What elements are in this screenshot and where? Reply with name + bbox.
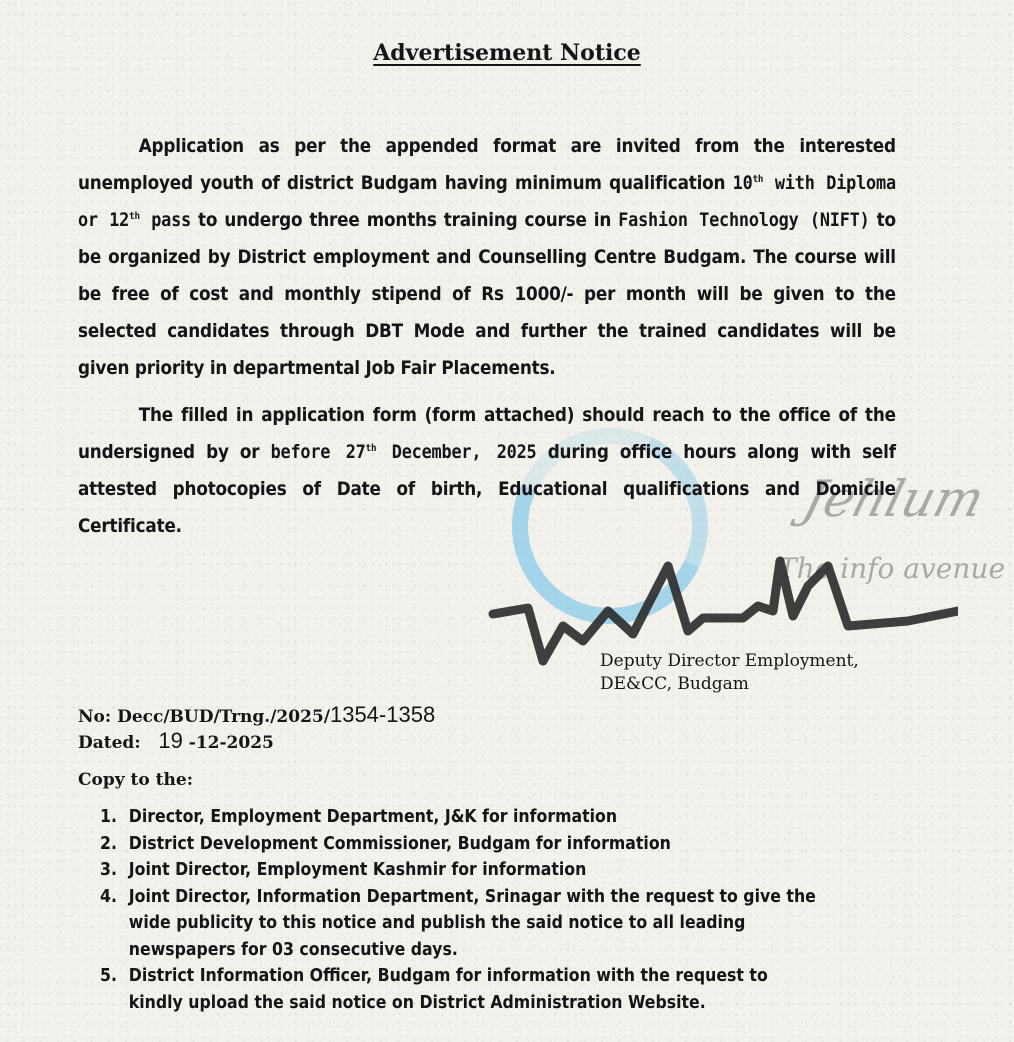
signatory-block: [600, 650, 859, 696]
course-name: Fashion Technology (NIFT): [618, 210, 870, 231]
watermark-script: Jehlum: [797, 470, 991, 528]
list-item: 1. Director, Employment Department, J&K for information: [100, 807, 618, 827]
signatory-office: DE&CC, Budgam: [600, 674, 749, 694]
text-segment: The filled in application form (form attached) should reach to the office of the undersigned by or: [78, 405, 896, 463]
reference-number: No: Decc/BUD/Trng./2025/1354-1358: [78, 702, 436, 727]
list-item: 2. District Development Commissioner, Budgam for information: [100, 833, 671, 854]
reference-block: [78, 703, 435, 755]
paragraph-invitation: [78, 128, 896, 387]
watermark-tagline: The info avenue: [778, 552, 1006, 585]
copy-to-list: [100, 804, 820, 1016]
paragraph-submission: [78, 397, 896, 545]
reference-date: Dated: 19 -12-2025: [78, 728, 274, 753]
copy-to-label: Copy to the:: [78, 770, 193, 790]
list-item: 5. District Information Officer, Budgam for information with the request to kindly upload the said notice on District Administration Website.: [100, 966, 768, 1013]
deadline: before 27th December, 2025: [270, 442, 537, 463]
document-title: Advertisement Notice: [373, 40, 641, 66]
text-segment: to be organized by District employment and Counselling Centre Budgam. The course will be free of cost and monthly stipend of Rs 1000/- per month will be given to the selected candidates through DBT Mode and further the trained candidates will be given priority in departmental Job Fair Placements.: [78, 210, 896, 379]
text-segment: Application as per the appended format are invited from the interested unemployed youth of district Budgam having minimum qualification: [78, 136, 896, 194]
qualification: 10th with Diploma or 12th pass: [78, 173, 896, 231]
list-item: 3. Joint Director, Employment Kashmir for information: [100, 860, 587, 880]
list-item: 4. Joint Director, Information Department, Srinagar with the request to give the wide publicity to this notice and publish the said notice to all leading newspapers for 03 consecutive days.: [100, 886, 816, 960]
text-segment: to undergo three months training course in: [190, 210, 619, 231]
text-segment: during office hours along with self attested photocopies of Date of birth, Educational qualifications and Domicile Certificate.: [78, 442, 896, 537]
signatory-title: Deputy Director Employment,: [600, 651, 859, 671]
